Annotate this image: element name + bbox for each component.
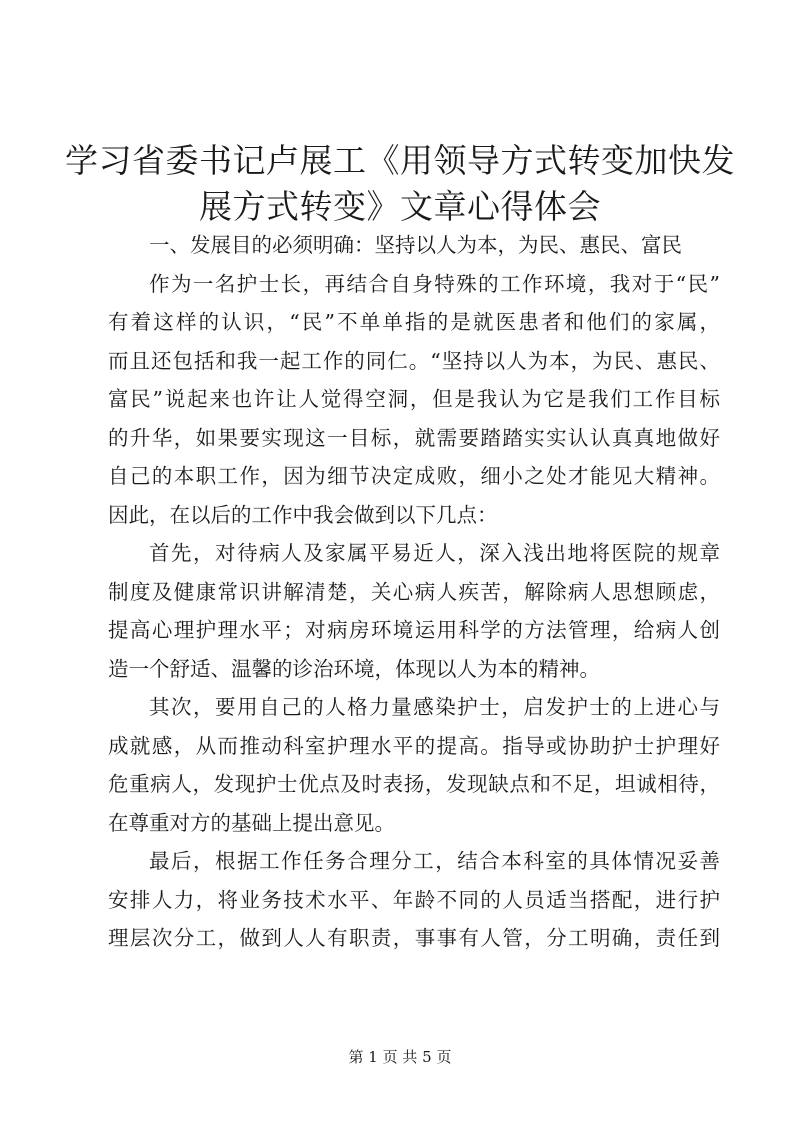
- title-line: 展方式转变》文章心得体会: [199, 187, 601, 226]
- paragraph-line: 制度及健康常识讲解清楚，关心病人疾苦，解除病人思想顾虑，: [108, 579, 720, 604]
- paragraph-line: 因此，在以后的工作中我会做到以下几点：: [108, 502, 498, 527]
- paragraph-line: 作为一名护士长，再结合自身特殊的工作环境，我对于“民”: [149, 271, 720, 296]
- paragraph-line: 最后，根据工作任务合理分工，结合本科室的具体情况妥善: [149, 849, 720, 873]
- paragraph-line: 成就感，从而推动科室护理水平的提高。指导或协助护士护理好: [108, 733, 720, 758]
- paragraph-line: 危重病人，发现护士优点及时表扬，发现缺点和不足，坦诚相待，: [108, 772, 720, 796]
- paragraph-line: 富民”说起来也许让人觉得空洞，但是我认为它是我们工作目标: [108, 387, 720, 411]
- page-number-footer: 第 1 页 共 5 页: [348, 1048, 452, 1066]
- document-title: [60, 138, 740, 230]
- paragraph-line: 的升华，如果要实现这一目标，就需要踏踏实实认认真真地做好: [108, 425, 720, 450]
- title-line: 学习省委书记卢展工《用领导方式转变加快发: [65, 141, 735, 180]
- paragraph-line: 理层次分工，做到人人有职责，事事有人管，分工明确，责任到: [108, 926, 720, 950]
- paragraph-line: 在尊重对方的基础上提出意见。: [108, 810, 395, 835]
- paragraph-line: 安排人力，将业务技术水平、年龄不同的人员适当搭配，进行护: [108, 887, 720, 912]
- paragraph-line: 其次，要用自己的人格力量感染护士，启发护士的上进心与: [149, 695, 720, 719]
- paragraph-line: 而且还包括和我一起工作的同仁。“坚持以人为本，为民、惠民、: [108, 348, 720, 373]
- paragraph-line: 有着这样的认识，“民”不单单指的是就医患者和他们的家属，: [108, 310, 720, 334]
- document-body: [108, 226, 720, 958]
- paragraph-line: 首先，对待病人及家属平易近人，深入浅出地将医院的规章: [149, 541, 720, 565]
- paragraph-line: 自己的本职工作，因为细节决定成败，细小之处才能见大精神。: [108, 464, 720, 488]
- paragraph-line: 提高心理护理水平；对病房环境运用科学的方法管理，给病人创: [108, 618, 720, 642]
- section-heading: 一、发展目的必须明确：坚持以人为本，为民、惠民、富民: [149, 233, 682, 257]
- paragraph-line: 造一个舒适、温馨的诊治环境，体现以人为本的精神。: [108, 656, 600, 681]
